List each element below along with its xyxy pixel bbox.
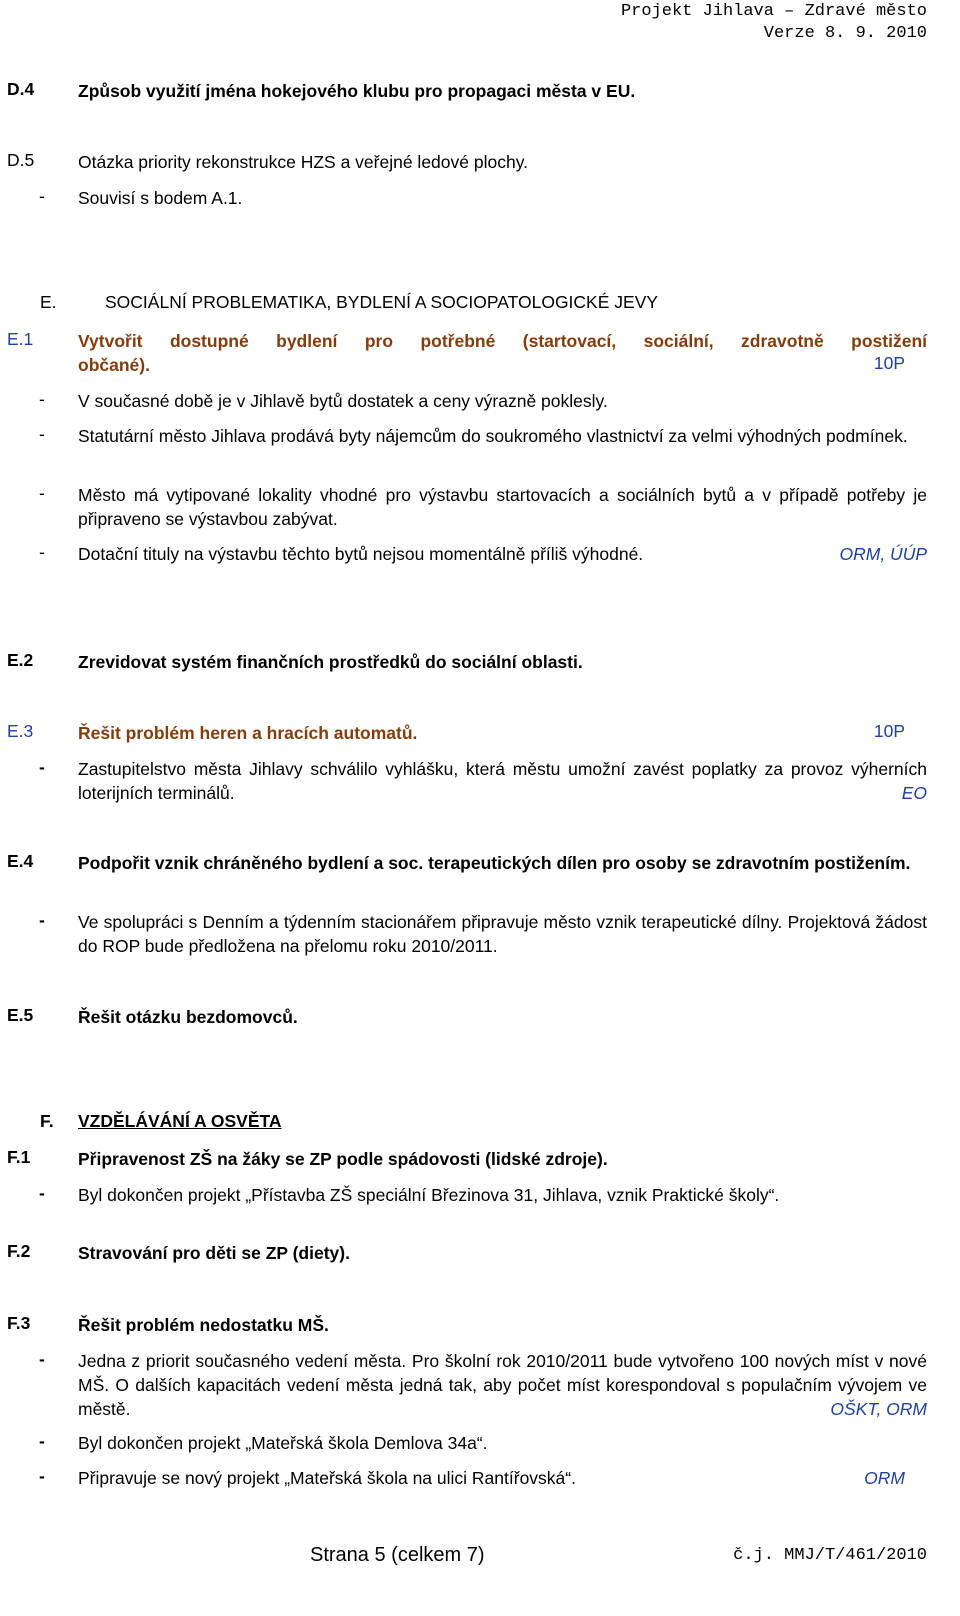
item-number-e4: E.4 <box>7 851 34 871</box>
bullet-dash: - <box>39 1349 45 1369</box>
item-title-f2: Stravování pro děti se ZP (diety). <box>78 1243 350 1263</box>
bullet-dash: - <box>39 910 45 930</box>
item-title-e5: Řešit otázku bezdomovců. <box>78 1007 298 1027</box>
item-f3-bullet-1 <box>78 1349 927 1421</box>
footer-reference: č.j. MMJ/T/461/2010 <box>733 1546 927 1565</box>
item-title-e3: Řešit problém heren a hracích automatů. <box>78 723 418 743</box>
item-e4-bullet-1: Ve spolupráci s Denním a týdenním stacionářem připravuje město vznik terapeutické dílny. Projektová žádost do ROP bude předložena na přelomu roku 2010/2011. <box>78 912 927 956</box>
section-e-title: SOCIÁLNÍ PROBLEMATIKA, BYDLENÍ A SOCIOPATOLOGICKÉ JEVY <box>105 292 659 312</box>
item-f3-bullet-3 <box>78 1466 927 1490</box>
item-title-e4: Podpořit vznik chráněného bydlení a soc. terapeutických dílen pro osoby se zdravotním postižením. <box>78 853 911 873</box>
item-f3-bullet-1-text: Jedna z priorit současného vedení města. Pro školní rok 2010/2011 bude vytvořeno 100 nových míst v nové MŠ. O dalších kapacitách vedení města jedná tak, aby počet míst korespondoval s populačním vývojem ve městě. <box>78 1351 927 1419</box>
bullet-dash: - <box>39 389 45 409</box>
item-title-f1: Připravenost ZŠ na žáky se ZP podle spádovosti (lidské zdroje). <box>78 1149 608 1169</box>
item-e1-bullet-2: Statutární město Jihlava prodává byty nájemcům do soukromého vlastnictví za velmi výhodných podmínek. <box>78 426 908 446</box>
item-f3-bullet-1-org: OŠKT, ORM <box>830 1399 927 1419</box>
item-e1-bullet-3: Město má vytipované lokality vhodné pro výstavbu startovacích a sociálních bytů a v případě potřeby je připraveno se výstavbou zabývat. <box>78 485 927 529</box>
item-number-f1: F.1 <box>7 1147 31 1167</box>
header-project: Projekt Jihlava – Zdravé město <box>620 2 927 21</box>
bullet-dash: - <box>39 483 45 503</box>
item-title-e1-line2: občané). <box>78 355 150 375</box>
bullet-dash: - <box>39 186 45 206</box>
item-e3-bullet-1-text: Zastupitelstvo města Jihlavy schválilo vyhlášku, která městu umožní zavést poplatky za provoz výherních loterijních terminálů. <box>78 759 927 803</box>
header-version: Verze 8. 9. 2010 <box>763 24 927 43</box>
section-f-title: VZDĚLÁVÁNÍ A OSVĚTA <box>78 1111 282 1131</box>
item-number-f3: F.3 <box>7 1313 31 1333</box>
bullet-dash: - <box>39 1183 45 1203</box>
item-title-e2: Zrevidovat systém finančních prostředků do sociální oblasti. <box>78 652 583 672</box>
item-number-e1: E.1 <box>7 329 34 349</box>
item-e3-bullet-1-org: EO <box>901 783 927 803</box>
item-title-f3: Řešit problém nedostatku MŠ. <box>78 1315 329 1335</box>
section-e-letter: E. <box>40 292 57 312</box>
bullet-dash: - <box>39 424 45 444</box>
bullet-dash: - <box>39 1466 45 1486</box>
item-number-e2: E.2 <box>7 650 34 670</box>
points-e3: 10P <box>873 721 905 741</box>
points-e1: 10P <box>873 353 905 373</box>
item-number-e5: E.5 <box>7 1005 34 1025</box>
item-title-d4: Způsob využití jména hokejového klubu pro propagaci města v EU. <box>78 81 636 101</box>
item-e3-bullet-1 <box>78 757 927 805</box>
section-f-letter: F. <box>40 1111 54 1131</box>
bullet-dash: - <box>39 542 45 562</box>
item-number-e3: E.3 <box>7 721 34 741</box>
item-e1-bullet-4-org: ORM, ÚÚP <box>839 544 927 564</box>
item-number-d4: D.4 <box>7 79 35 99</box>
item-f1-bullet-1: Byl dokončen projekt „Přístavba ZŠ speciální Březinova 31, Jihlava, vznik Praktické školy“. <box>78 1185 780 1205</box>
item-number-f2: F.2 <box>7 1241 31 1261</box>
item-f3-bullet-2: Byl dokončen projekt „Mateřská škola Demlova 34a“. <box>78 1433 488 1453</box>
item-title-e1-line1: Vytvořit dostupné bydlení pro potřebné (startovací, sociální, zdravotně postižení <box>78 331 927 351</box>
item-f3-bullet-3-text: Připravuje se nový projekt „Mateřská škola na ulici Rantířovská“. <box>78 1468 576 1488</box>
footer-page-number: Strana 5 (celkem 7) <box>310 1544 485 1566</box>
item-title-d5: Otázka priority rekonstrukce HZS a veřejné ledové plochy. <box>78 152 529 172</box>
item-d5-bullet-1: Souvisí s bodem A.1. <box>78 188 243 208</box>
item-f3-bullet-3-org: ORM <box>864 1468 905 1488</box>
item-e1-bullet-4-text: Dotační tituly na výstavbu těchto bytů nejsou momentálně příliš výhodné. <box>78 544 644 564</box>
bullet-dash: - <box>39 1431 45 1451</box>
item-e1-bullet-1: V současné době je v Jihlavě bytů dostatek a ceny výrazně poklesly. <box>78 391 608 411</box>
item-e1-bullet-4 <box>78 542 927 566</box>
item-number-d5: D.5 <box>7 150 35 170</box>
bullet-dash: - <box>39 757 45 777</box>
